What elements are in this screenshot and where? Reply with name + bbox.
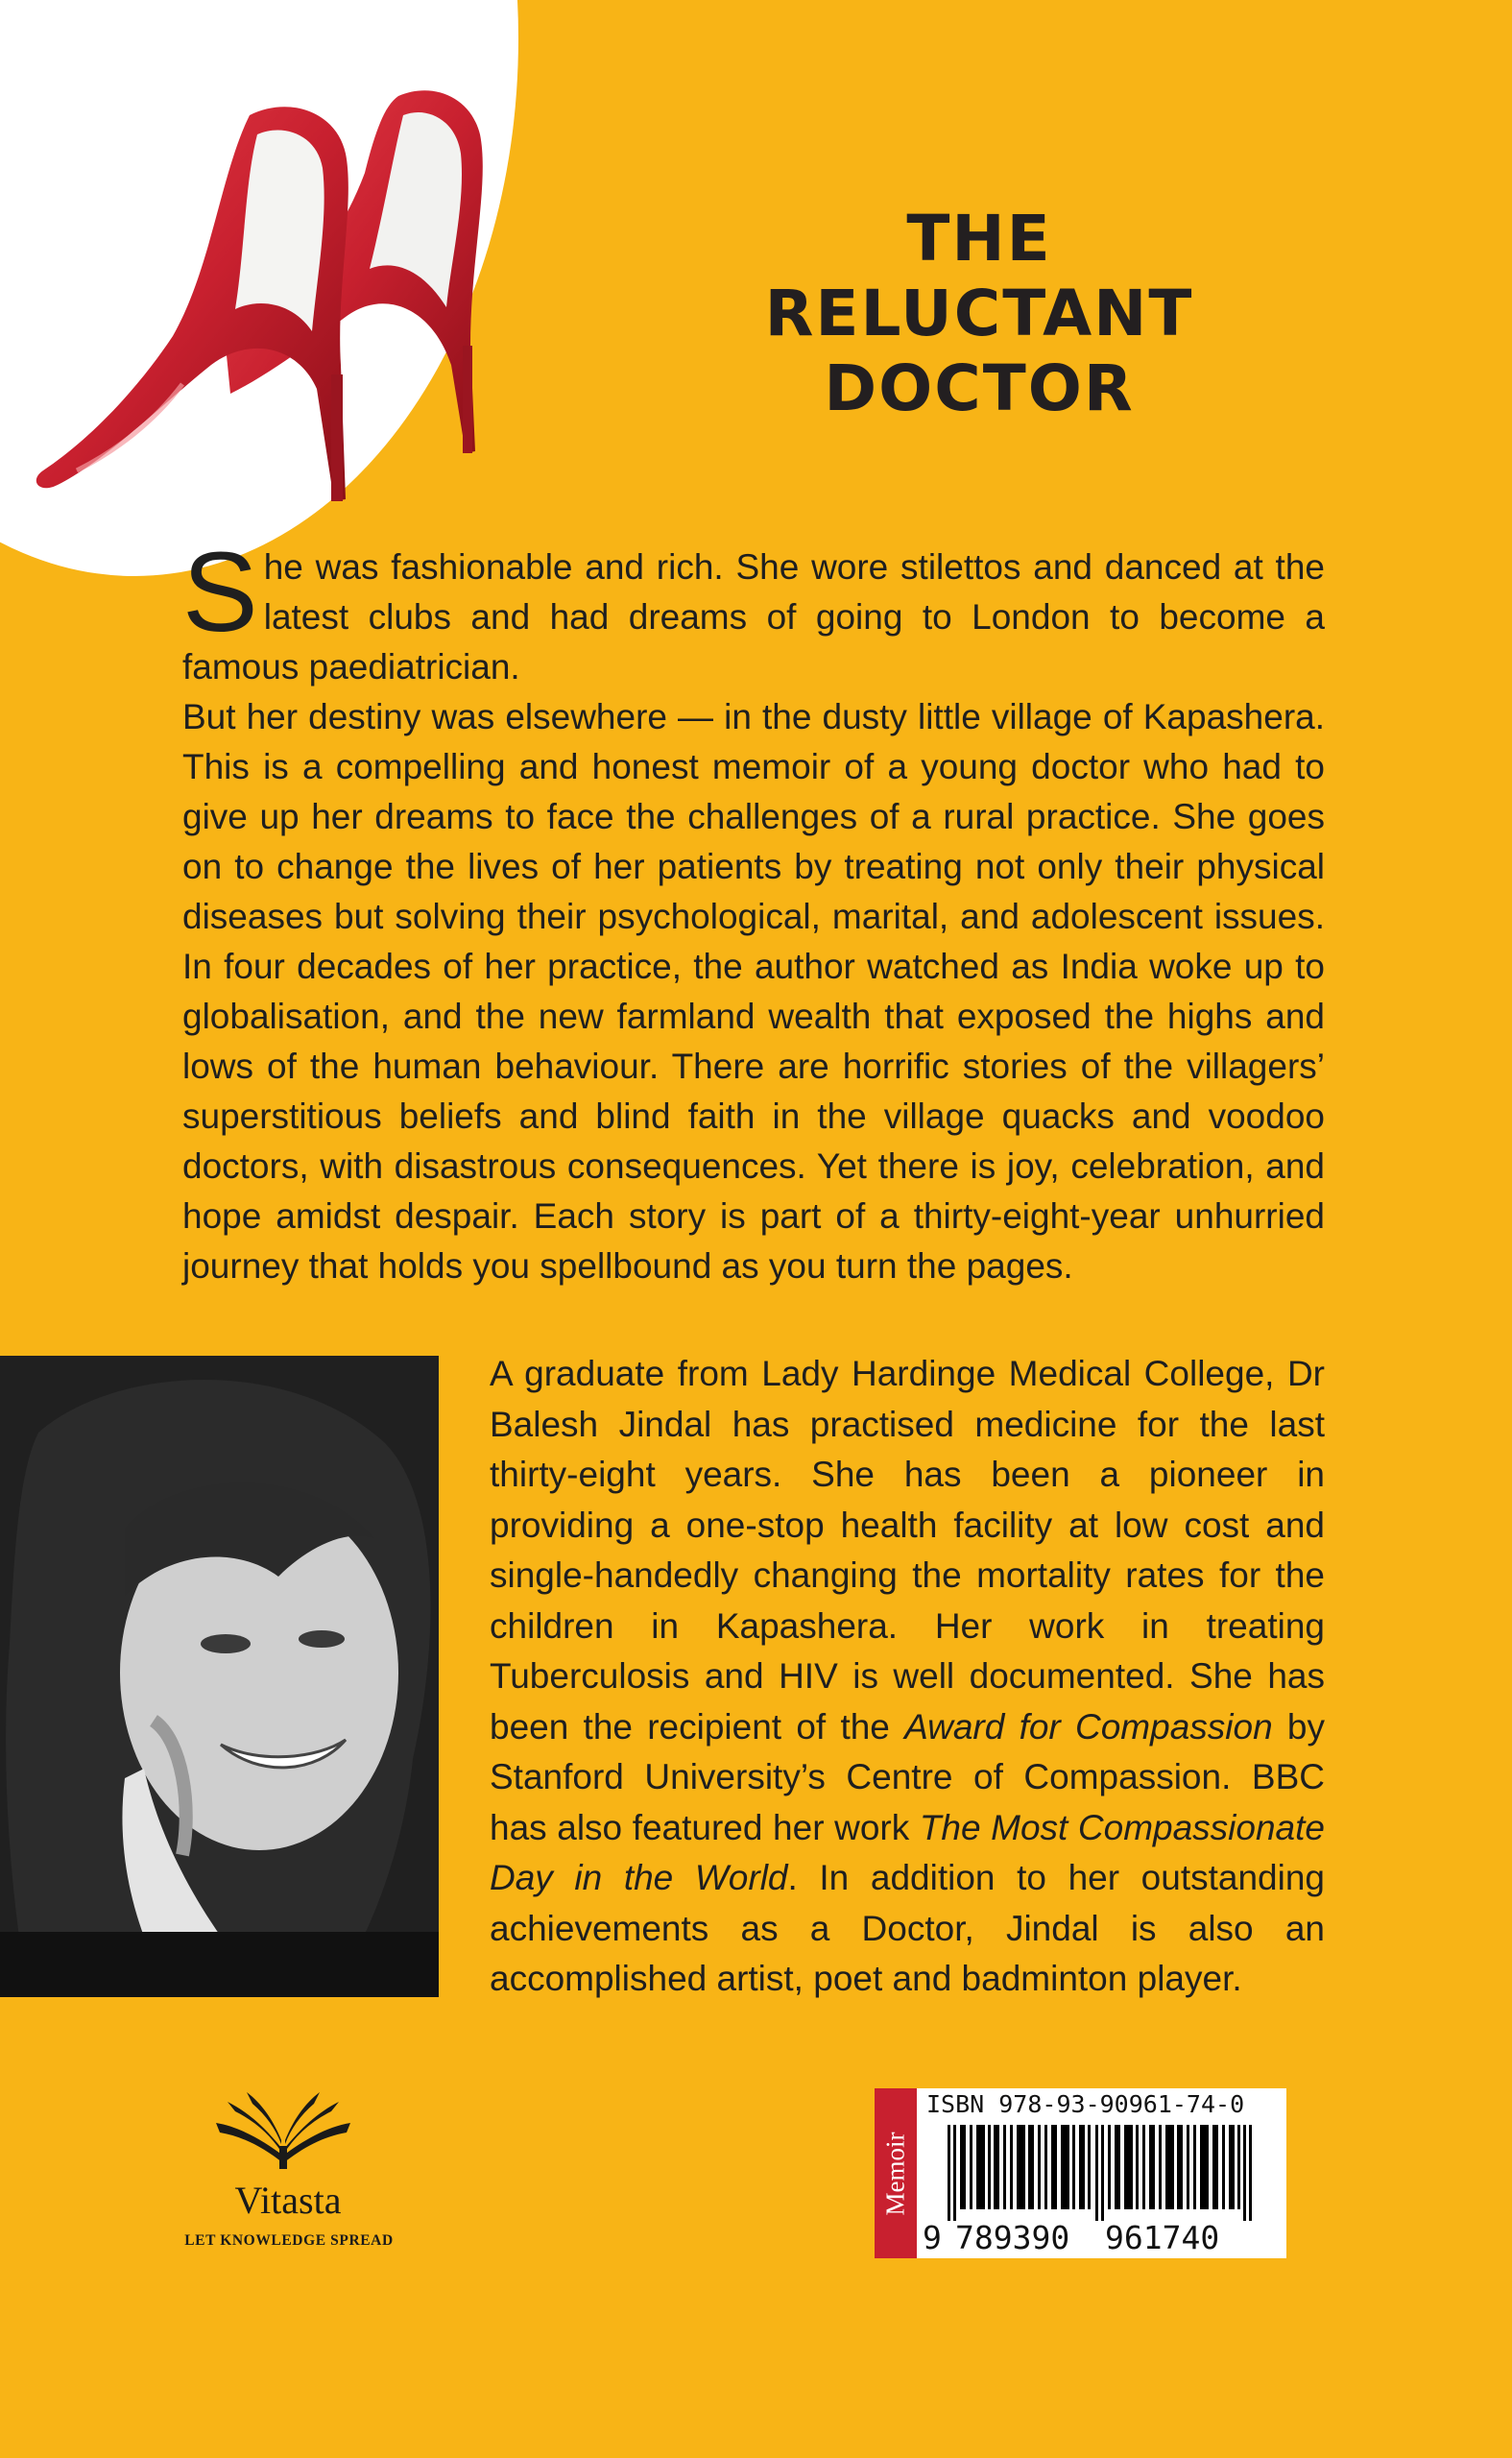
front-shoe-shape <box>36 107 348 501</box>
book-title <box>710 202 1248 426</box>
feature-title: The Most Compassionate Day in the World <box>490 1807 1325 1897</box>
blurb-text: he was fashionable and rich. She wore stilettos and danced at the latest clubs and had dreams of going to London to become a famous paediatrician. <box>182 547 1325 687</box>
isbn-digit-group: 789390 <box>955 2219 1070 2256</box>
publisher-name: Vitasta <box>234 2179 342 2222</box>
blurb-paragraph: But her destiny was elsewhere — in the dusty little village of Kapashera. This is a compelling and honest memoir of a young doctor who had to give up her dreams to face the challenges of a rural practice. She goes on to change the lives of her patients by treating not only their physical diseases but solving their psychological, marital, and adolescent issues. In four decades of her practice, the author watched as India woke up to globalisation, and the new farmland wealth that exposed the highs and lows of the human behaviour. There are horrific stories of the villagers’ superstitious beliefs and blind faith in the village quacks and voodoo doctors, with disastrous consequences. Yet there is joy, celebration, and hope amidst despair. Each story is part of a thirty-eight-year unhurried journey that holds you spellbound as you turn the pages. <box>182 697 1325 1286</box>
title-line: THE <box>906 202 1052 276</box>
author-photo <box>0 1356 439 1997</box>
bio-text: . In addition to her outstanding achievements as a Doctor, Jindal is also an accomplished artist, poet and badminton player. <box>490 1858 1325 1998</box>
publisher-tagline: LET KNOWLEDGE SPREAD <box>184 2232 394 2249</box>
drop-cap: S <box>182 529 258 656</box>
barcode-bars <box>917 2125 1286 2221</box>
title-line: RELUCTANT <box>764 277 1194 350</box>
publisher-book-icon <box>206 2088 360 2175</box>
book-blurb <box>182 529 1325 1291</box>
title-line: DOCTOR <box>824 351 1135 425</box>
award-title: Award for Compassion <box>904 1706 1273 1747</box>
red-stilettos-illustration <box>19 58 634 509</box>
genre-label: Memoir <box>880 2132 910 2215</box>
bio-paragraph <box>490 1349 1325 2005</box>
genre-strip <box>875 2088 917 2258</box>
isbn-digit-group: 961740 <box>1105 2219 1220 2256</box>
author-bio <box>490 1349 1325 2005</box>
blurb-paragraph <box>182 529 1325 692</box>
isbn-digit-prefix: 9 <box>923 2219 942 2256</box>
bio-text: A graduate from Lady Hardinge Medical College, Dr Balesh Jindal has practised medicine for the last thirty-eight years. She has been a pioneer in providing a one-stop health facility at low cost and single-handedly changing the mortality rates for the children in Kapashera. Her work in treating Tuberculosis and HIV is well documented. She has been the recipient of the <box>490 1354 1325 1747</box>
bio-text: by Stanford University’s Centre of Compassion. BBC has also featured her work <box>490 1706 1325 1847</box>
isbn-label: ISBN 978-93-90961-74-0 <box>926 2090 1245 2118</box>
barcode <box>917 2088 1286 2258</box>
isbn-digits <box>917 2219 1286 2257</box>
